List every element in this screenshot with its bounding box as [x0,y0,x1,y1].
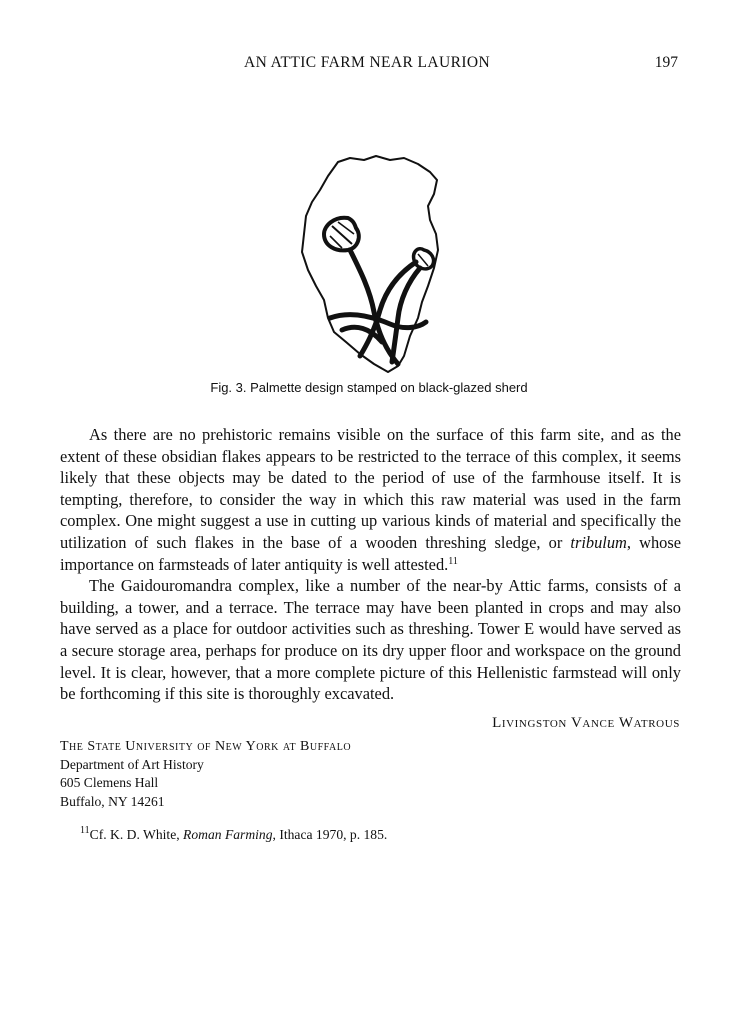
footnote-text-a: Cf. K. D. White, [89,827,184,842]
palmette-sherd-figure [290,150,450,375]
paragraph-1-italic: tribulum [570,532,627,552]
building-address: 605 Clemens Hall [60,775,159,791]
running-title: AN ATTIC FARM NEAR LAURION [244,54,491,71]
right-palmette [414,249,434,269]
left-stem [350,250,398,364]
running-header [0,54,738,76]
footnote-number: 11 [80,825,90,836]
paragraph-1-text-a: As there are no prehistoric remains visible on the surface of this farm site, and as the extent of these obsidian flakes appears to be restricted to the terrace of this complex, it seems likely that these objects may be dated to the period of use of the farmhouse itself. It is tempting, therefore, to consider the way in which this raw material was used in the farm complex. One might suggest a use in cutting up various kinds of material and specifically the utilization of such flakes in the base of a wooden threshing sledge, or [60,425,681,552]
institution: The State University of New York at Buffalo [60,739,352,754]
department: Department of Art History [60,757,204,773]
paragraph-2: The Gaidouromandra complex, like a number of the near-by Attic farms, consists of a building, a tower, and a terrace. The terrace may have been planted in crops and may also have served as a place for outdoor activities such as threshing. Tower E would have served as a secure storage area, perhaps for produce on its dry upper floor and workspace on the ground level. It is clear, however, that a more complete picture of this Hellenistic farmstead will only be forthcoming if this site is thoroughly excavated. [60,576,681,704]
footnote-ref-11[interactable]: 11 [448,555,458,567]
paragraph-1 [60,424,681,575]
author-signature: Livingston Vance Watrous [492,715,680,731]
author-affiliation [60,738,351,811]
city-address: Buffalo, NY 14261 [60,793,165,809]
footnote-11 [80,827,387,843]
figure-caption-label: Fig. 3. [210,380,247,395]
figure-caption [0,380,738,395]
paragraph-1-text-b: , whose importance on farmsteads of later antiquity is well attested. [60,532,682,574]
body-text [60,424,681,705]
figure-caption-text: Palmette design stamped on black-glazed sherd [250,380,528,395]
palmette-sherd-drawing [290,150,450,375]
page-number: 197 [654,54,678,71]
footnote-text-b: , Ithaca 1970, p. 185. [272,827,388,842]
footnote-italic: Roman Farming [183,827,273,842]
